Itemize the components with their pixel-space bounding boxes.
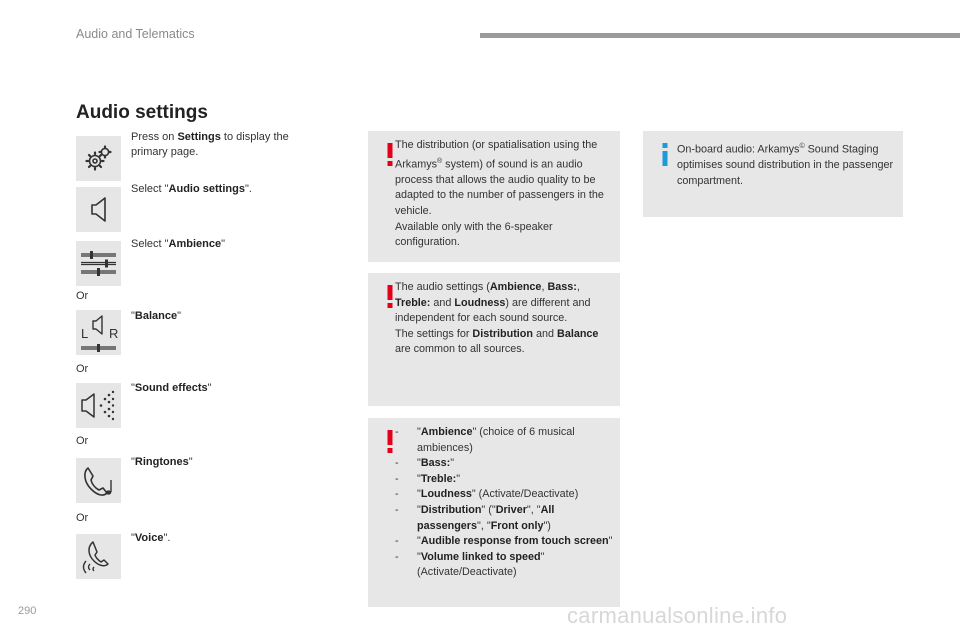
step-settings-text: Press on Settings to display the primary page. [131,131,289,158]
info-icon [655,141,675,167]
page-number: 290 [18,605,37,617]
or-label: Or [76,435,89,447]
list-item: - "Loudness" (Activate/Deactivate) [395,488,579,501]
list-item: - "Volume linked to speed" (Activate/Deactivate) [395,550,545,579]
settings-gears-icon [76,136,121,181]
step-voice-text: "Voice". [131,532,171,544]
info-note-arkamys [643,131,903,217]
note-availability-text: Available only with the 6-speaker configuration. [395,220,553,249]
step-ambience-text: Select "Ambience" [131,238,226,250]
list-item: - "Distribution" ("Driver", "All passengers", "Front only") [395,503,555,532]
list-item: - "Treble:" [395,472,461,485]
sound-effects-icon [76,383,121,428]
step-balance-text: "Balance" [131,310,182,322]
header-title: Audio and Telematics [76,27,195,41]
note-independent-text: The audio settings (Ambience, Bass:, Treble: and Loudness) are different and independent for each sound source. [395,281,591,325]
header-bar [480,33,960,38]
step-audio-settings-text: Select "Audio settings". [131,183,252,195]
page-title: Audio settings [76,102,208,123]
note-distribution-text: The distribution (or spatialisation using the Arkamys® system) of sound is an audio process that allows the audio quality to be adapted to the number of passengers in the vehicle. [395,139,604,217]
note-common-text: The settings for Distribution and Balance are common to all sources. [395,327,599,356]
list-item: - "Audible response from touch screen" [395,535,613,548]
balance-left-label: L [81,326,89,341]
speaker-icon [76,187,121,232]
warning-note-settings-list [368,418,620,607]
balance-lr-icon [76,310,121,355]
or-label: Or [76,512,89,524]
balance-right-label: R [109,326,119,341]
list-item: - "Bass:" [395,457,455,470]
step-ringtones-text: "Ringtones" [131,456,193,468]
watermark-text: carmanualsonline.info [567,603,788,628]
or-label: Or [76,290,89,302]
step-sound-effects-text: "Sound effects" [131,382,212,394]
info-note-text: On-board audio: Arkamys© Sound Staging optimises sound distribution in the passenger compartment. [677,143,894,187]
warning-note-distribution [368,131,620,262]
ringtone-phone-icon [76,458,121,503]
warning-note-audio-settings [368,273,620,406]
or-label: Or [76,363,89,375]
list-item: - "Ambience" (choice of 6 musical ambiences) [395,426,575,454]
voice-icon [76,534,121,579]
equalizer-sliders-icon [76,241,121,286]
